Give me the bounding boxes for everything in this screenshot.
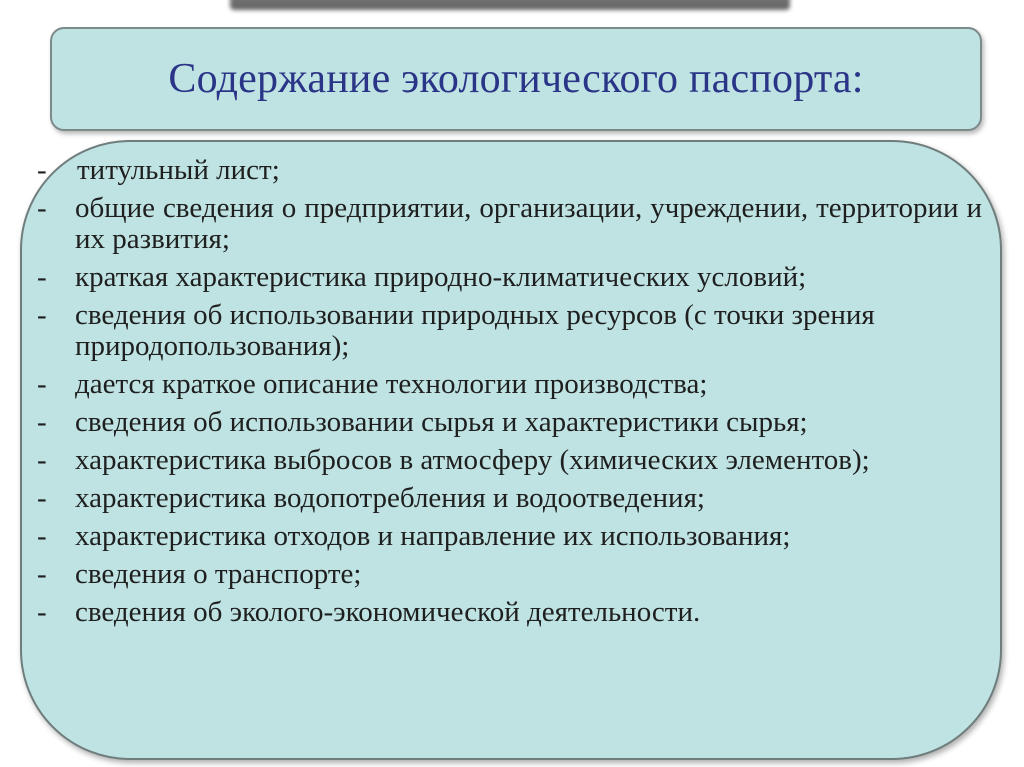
- title-banner: [50, 27, 982, 131]
- list-item-text: краткая характеристика природно-климатических условий;: [75, 261, 807, 293]
- dash-bullet: -: [37, 299, 47, 331]
- dash-bullet: -: [37, 482, 47, 514]
- dash-bullet: -: [37, 558, 47, 590]
- list-item: [37, 483, 982, 514]
- list-item: [37, 445, 982, 476]
- dash-bullet: -: [37, 368, 47, 400]
- list-item-text: сведения об использовании природных ресурсов (с точки зрения природопользования);: [75, 299, 875, 362]
- list-item: [37, 407, 982, 438]
- list-item: [37, 155, 982, 186]
- list-item: [37, 262, 982, 293]
- list-item: [37, 300, 982, 362]
- list-item: [37, 559, 982, 590]
- list-item: [37, 369, 982, 400]
- list-item-text: сведения о транспорте;: [75, 558, 362, 590]
- list-item-text: характеристика водопотребления и водоотведения;: [75, 482, 705, 514]
- dash-bullet: -: [37, 154, 47, 186]
- dash-bullet: -: [37, 596, 47, 628]
- list-item-text: характеристика выбросов в атмосферу (химических элементов);: [75, 444, 870, 476]
- list-item-text: дается краткое описание технологии производства;: [75, 368, 708, 400]
- dash-bullet: -: [37, 406, 47, 438]
- list-item-text: титульный лист;: [77, 154, 280, 186]
- dash-bullet: -: [37, 444, 47, 476]
- list-item: [37, 521, 982, 552]
- header-strip: [230, 0, 790, 10]
- list-item-text: характеристика отходов и направление их использования;: [75, 520, 791, 552]
- dash-bullet: -: [37, 261, 47, 293]
- dash-bullet: -: [37, 520, 47, 552]
- passport-contents-list: [37, 155, 982, 635]
- dash-bullet: -: [37, 192, 47, 224]
- list-item-text: общие сведения о предприятии, организации, учреждении, территории и их развития;: [75, 192, 982, 255]
- slide-title: Содержание экологического паспорта:: [168, 56, 864, 102]
- list-item-text: сведения об эколого-экономической деятельности.: [75, 596, 701, 628]
- list-item-text: сведения об использовании сырья и характеристики сырья;: [75, 406, 808, 438]
- list-item: [37, 597, 982, 628]
- list-item: [37, 193, 982, 255]
